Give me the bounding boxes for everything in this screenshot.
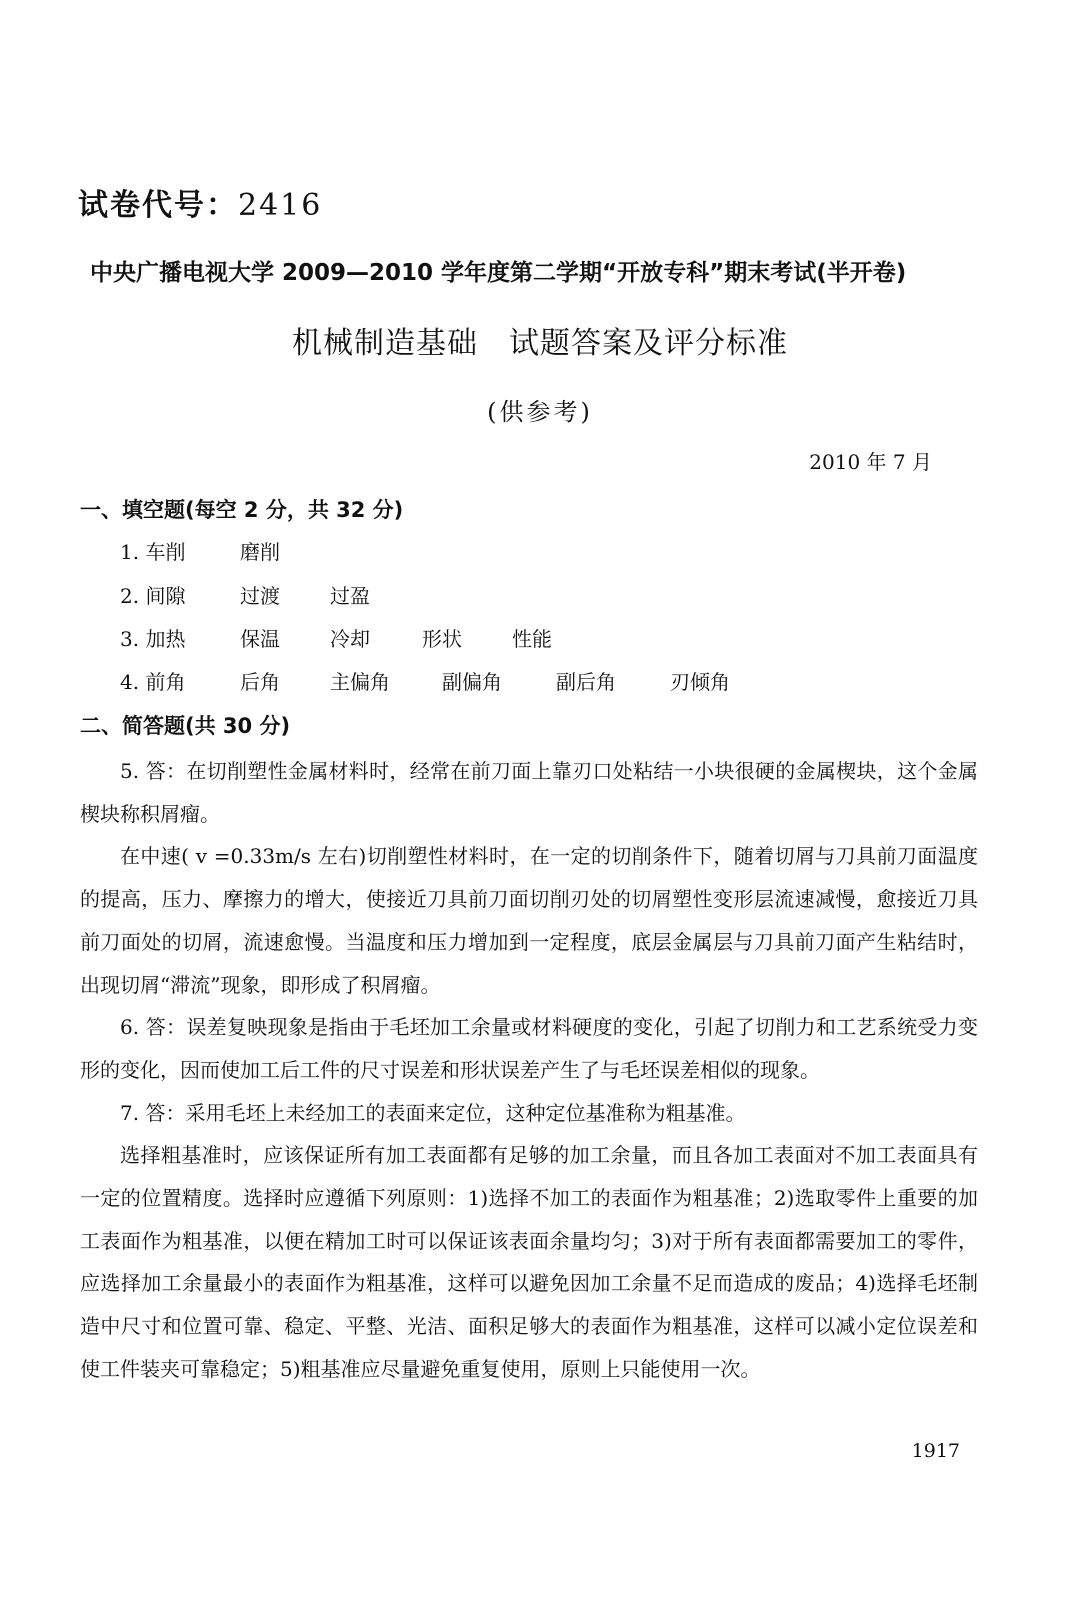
short-answer-body [80,750,978,1391]
answer-paragraph: 选择粗基准时，应该保证所有加工表面都有足够的加工余量，而且各加工表面对不加工表面具有一定的位置精度。选择时应遵循下列原则：1)选择不加工的表面作为粗基准；2)选取零件上重要的加工表面作为粗基准，以便在精加工时可以保证该表面余量均匀；3)对于所有表面都需要加工的零件，应选择加工余量最小的表面作为粗基准，这样可以避免因加工余量不足而造成的废品；4)选择毛坯制造中尺寸和位置可靠、稳定、平整、光洁、面积足够大的表面作为粗基准，这样可以减小定位误差和使工件装夹可靠稳定；5)粗基准应尽量避免重复使用，原则上只能使用一次。 [80,1143,978,1381]
answer-paragraph: 在中速( v =0.33m/s 左右)切削塑性材料时，在一定的切削条件下，随着切屑与刀具前刀面温度的提高，压力、摩擦力的增大，使接近刀具前刀面切削刃处的切屑塑性变形层流速减慢，愈接近刀具前刀面处的切屑，流速愈慢。当温度和压力增加到一定程度，底层金属层与刀具前刀面产生粘结时，出现切屑“滞流”现象，即形成了积屑瘤。 [80,844,978,997]
exam-header-line: 中央广播电视大学 2009—2010 学年度第二学期“开放专科”期末考试(半开卷) [90,260,907,286]
answer-item: 形状 [422,627,462,651]
answer-item: 冷却 [330,627,370,651]
answer-paragraph: 7. 答：采用毛坯上未经加工的表面来定位，这种定位基准称为粗基准。 [120,1100,746,1125]
answer-item: 1. 车削 [120,540,186,564]
section-heading-fill-blank: 一、填空题(每空 2 分，共 32 分) [80,498,404,522]
answer-paragraph: 6. 答：误差复映现象是指由于毛坯加工余量或材料硬度的变化，引起了切削力和工艺系统受力变形的变化，因而使加工后工件的尺寸误差和形状误差产生了与毛坯误差相似的现象。 [80,1015,978,1082]
answer-paragraph: 5. 答：在切削塑性金属材料时，经常在前刀面上靠刃口处粘结一小块很硬的金属楔块，这个金属楔块称积屑瘤。 [80,759,978,826]
answer-item: 磨削 [240,540,280,564]
reference-note: (供参考) [487,398,593,426]
page-title: 机械制造基础 试题答案及评分标准 [292,326,788,361]
answer-item: 保温 [240,627,280,651]
answer-item: 副偏角 [442,670,502,694]
answer-item: 副后角 [556,670,616,694]
answer-item: 过盈 [330,584,370,608]
answer-item: 主偏角 [330,670,390,694]
answer-item: 性能 [512,627,552,651]
answer-item: 刃倾角 [670,670,730,694]
exam-code-number: 2416 [238,188,323,223]
answer-item: 2. 间隙 [120,584,186,608]
answer-item: 过渡 [240,584,280,608]
exam-code-label: 试卷代号： [78,188,238,223]
exam-code [78,180,322,224]
answer-item: 3. 加热 [120,627,186,651]
answer-item: 4. 前角 [120,670,186,694]
answer-item: 后角 [240,670,280,694]
page-number: 1917 [911,1440,960,1462]
section-heading-short-answer: 二、简答题(共 30 分) [80,714,291,738]
exam-date: 2010 年 7 月 [809,450,932,474]
